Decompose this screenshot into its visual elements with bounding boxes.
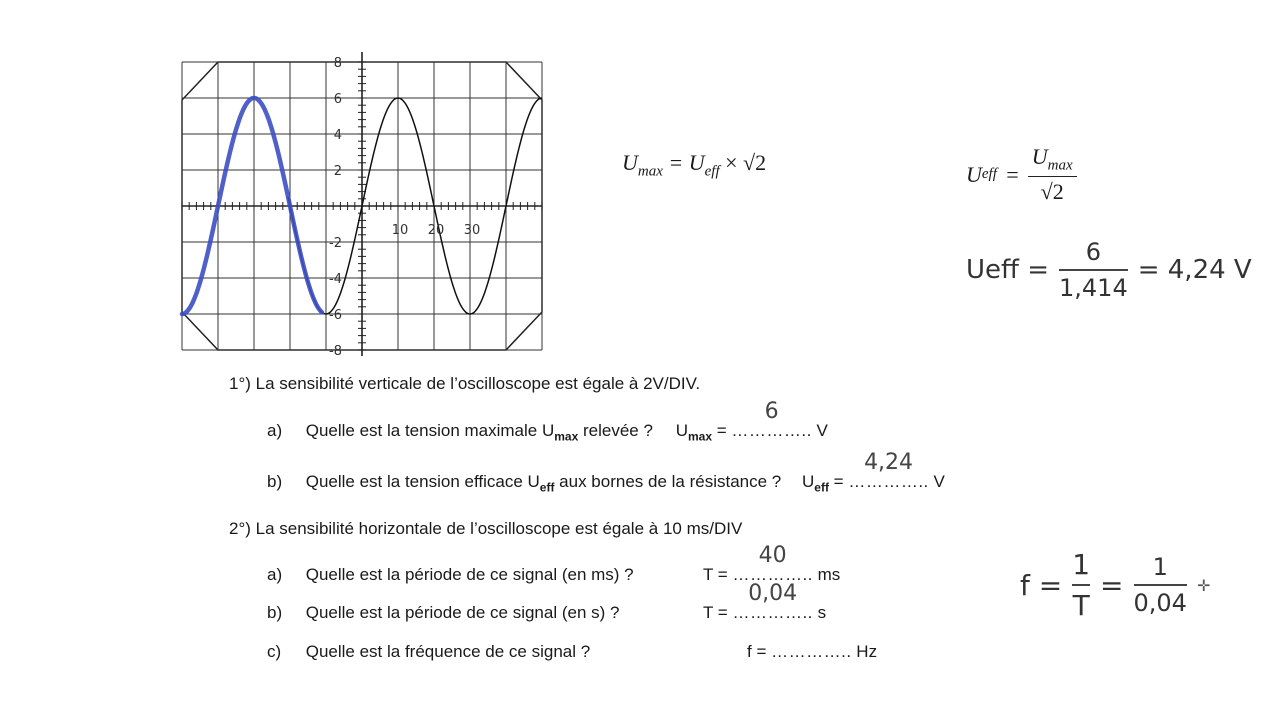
formula-umax-eq: = U bbox=[668, 150, 705, 175]
formula-umax-sqrt: √2 bbox=[743, 150, 767, 175]
formula-umax bbox=[622, 150, 766, 180]
q2-b-answer-row bbox=[703, 581, 827, 623]
formula-umax-times: × bbox=[725, 150, 738, 175]
q2-c-row bbox=[267, 642, 590, 662]
q2-b-unit: s bbox=[812, 603, 827, 622]
q1-b-answer-field[interactable] bbox=[848, 450, 929, 492]
q2-a-dots: ………….. bbox=[732, 565, 813, 584]
formula-ueff-num: U bbox=[1031, 144, 1048, 169]
formula-umax-lhs-sub: max bbox=[637, 163, 663, 180]
q1-b-text: Quelle est la tension efficace U bbox=[305, 472, 540, 491]
q1-a-after: relevée ? bbox=[578, 421, 653, 440]
q2-c-label: c) bbox=[267, 642, 282, 661]
q1-a-var-sub: max bbox=[687, 429, 712, 444]
q2-a-label: a) bbox=[267, 565, 283, 584]
q2-b-dots: ………….. bbox=[732, 603, 813, 622]
handwritten-f-lhs: f = bbox=[1020, 568, 1063, 602]
q2-a-var: T = bbox=[703, 565, 733, 584]
q2-c-unit: Hz bbox=[851, 642, 878, 661]
q1-b-sub: eff bbox=[539, 480, 555, 495]
q1-a-var: U bbox=[675, 421, 688, 440]
handwritten-f-den1: T bbox=[1072, 589, 1090, 622]
q1-b-dots: ………….. bbox=[848, 472, 929, 491]
q1-b-label: b) bbox=[267, 472, 283, 491]
q2-c-text: Quelle est la fréquence de ce signal ? bbox=[305, 642, 591, 661]
formula-ueff-num-sub: max bbox=[1047, 157, 1073, 174]
q2-title: 2°) La sensibilité horizontale de l’oscilloscope est égale à 10 ms/DIV bbox=[229, 519, 743, 538]
q1-a-sub: max bbox=[554, 429, 579, 444]
handwritten-ueff-num: 6 bbox=[1085, 238, 1101, 266]
formula-ueff-eq: = bbox=[1004, 161, 1020, 187]
q1-b-var-sub: eff bbox=[814, 480, 829, 495]
q2-c-answer-row bbox=[747, 642, 877, 662]
q2-a-unit: ms bbox=[812, 565, 841, 584]
q2-a-text: Quelle est la période de ce signal (en ms) ? bbox=[305, 565, 634, 584]
handwritten-f-eq: = bbox=[1100, 568, 1124, 602]
y-tick-label: -8 bbox=[329, 344, 342, 359]
handwritten-f-fraction-1 bbox=[1072, 548, 1090, 622]
y-tick-label: 2 bbox=[333, 164, 342, 179]
y-tick-label: 4 bbox=[333, 128, 342, 143]
q1-a-eq: = bbox=[712, 421, 732, 440]
q2-c-var: f = bbox=[747, 642, 772, 661]
cursor-crosshair-icon: ✛ bbox=[1196, 575, 1211, 595]
q1-a-dots: ………….. bbox=[731, 421, 812, 440]
y-tick-label: 6 bbox=[333, 92, 342, 107]
q1-a-unit: V bbox=[811, 421, 828, 440]
y-tick-label: -2 bbox=[329, 236, 342, 251]
handwritten-f-calc bbox=[1020, 548, 1210, 622]
handwritten-ueff-calc bbox=[966, 238, 1252, 302]
handwritten-ueff-fraction bbox=[1059, 238, 1128, 302]
formula-ueff-den: √2 bbox=[1040, 179, 1064, 205]
q1-a-row bbox=[267, 399, 828, 444]
formula-umax-lhs: U bbox=[622, 150, 638, 175]
handwritten-ueff-lhs: Ueff = bbox=[966, 255, 1049, 285]
q1-b-after: aux bornes de la résistance ? bbox=[554, 472, 782, 491]
y-tick-label: -6 bbox=[329, 308, 342, 323]
q1-b-eq: = bbox=[828, 472, 849, 491]
q2-b-text: Quelle est la période de ce signal (en s) ? bbox=[305, 603, 620, 622]
formula-ueff-lhs-sub: eff bbox=[981, 166, 997, 183]
formula-ueff bbox=[966, 144, 1077, 205]
q1-title: 1°) La sensibilité verticale de l’oscilloscope est égale à 2V/DIV. bbox=[229, 374, 701, 393]
q1-a-answer-field[interactable] bbox=[731, 399, 812, 441]
y-tick-label: -4 bbox=[329, 272, 342, 287]
q2-c-answer-field[interactable] bbox=[771, 642, 851, 662]
formula-ueff-lhs: U bbox=[966, 161, 982, 187]
q2-c-dots: ………….. bbox=[771, 642, 852, 661]
q2-b-answer: 0,04 bbox=[748, 581, 798, 606]
q2-b-row bbox=[267, 603, 619, 623]
x-tick-label: 10 bbox=[391, 223, 409, 238]
oscilloscope-screen bbox=[178, 44, 550, 360]
q1-a-answer: 6 bbox=[764, 399, 779, 424]
q2-b-label: b) bbox=[267, 603, 283, 622]
q1-a-text: Quelle est la tension maximale U bbox=[305, 421, 555, 440]
handwritten-ueff-den: 1,414 bbox=[1059, 274, 1128, 302]
q2-b-var: T = bbox=[703, 603, 733, 622]
q2-a-answer: 40 bbox=[758, 543, 787, 568]
q2-a-row bbox=[267, 565, 634, 585]
x-tick-label: 20 bbox=[427, 223, 445, 238]
q1-a-label: a) bbox=[267, 421, 283, 440]
x-tick-label: 30 bbox=[463, 223, 481, 238]
y-tick-label: 8 bbox=[333, 56, 342, 71]
handwritten-f-fraction-2 bbox=[1134, 553, 1187, 617]
handwritten-f-num2: 1 bbox=[1152, 553, 1168, 581]
q1-b-row bbox=[267, 450, 945, 495]
formula-umax-rhs-sub: eff bbox=[704, 163, 720, 180]
q2-b-answer-field[interactable] bbox=[732, 581, 813, 623]
handwritten-f-den2: 0,04 bbox=[1133, 589, 1187, 617]
q1-b-answer: 4,24 bbox=[864, 450, 914, 475]
q1-b-unit: V bbox=[928, 472, 945, 491]
formula-ueff-fraction bbox=[1028, 144, 1077, 205]
handwritten-f-num1: 1 bbox=[1072, 548, 1091, 581]
q1-b-var: U bbox=[802, 472, 815, 491]
handwritten-ueff-result: = 4,24 V bbox=[1137, 255, 1252, 285]
